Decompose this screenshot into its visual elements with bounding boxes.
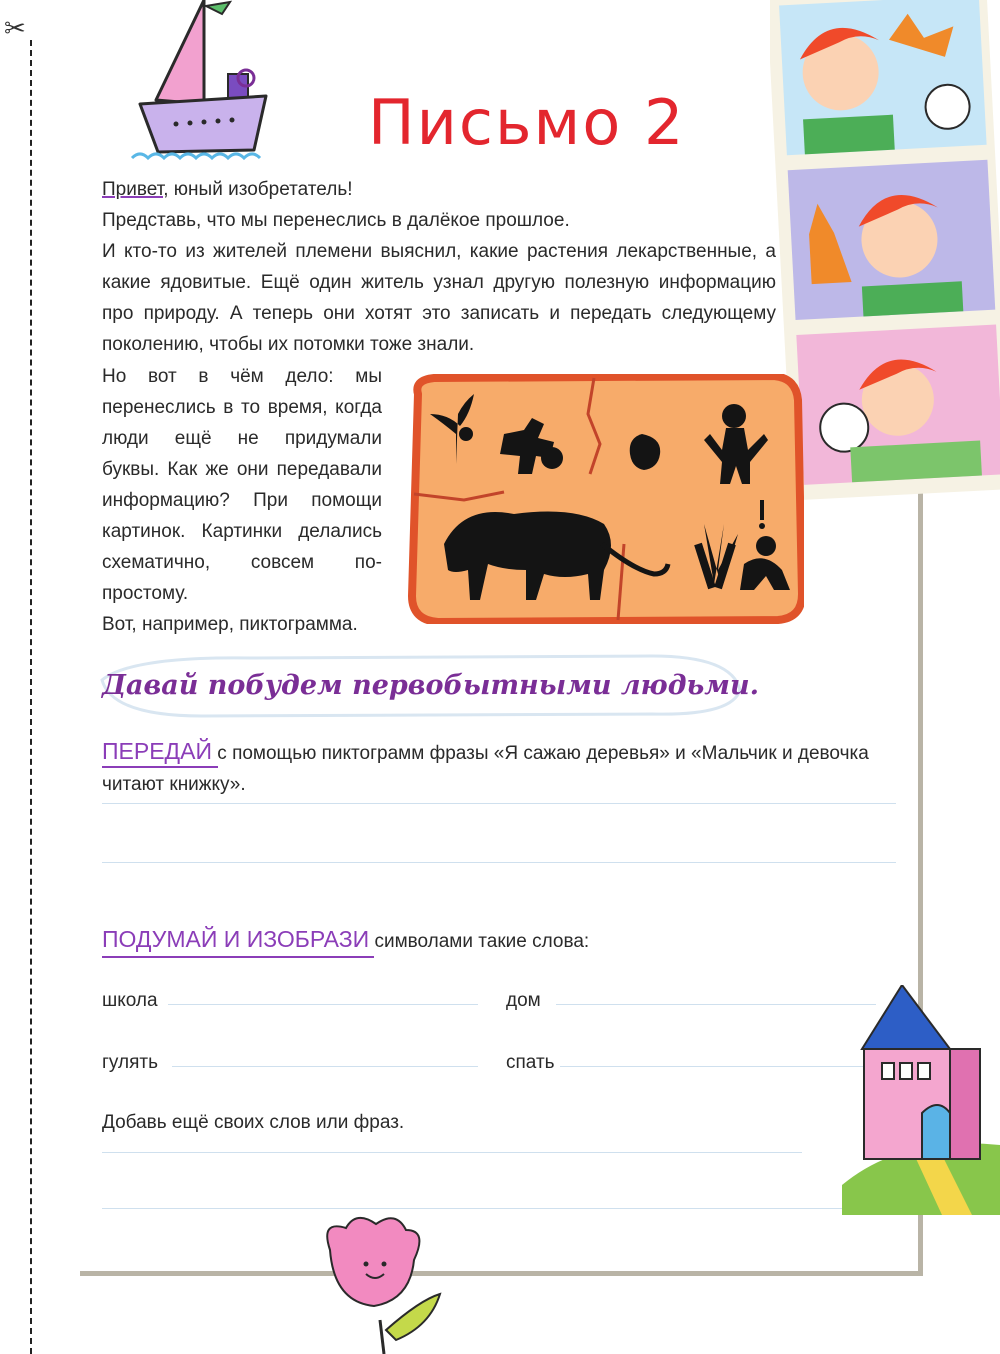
intro-line: Представь, что мы перенеслись в далёкое прошлое.	[102, 210, 570, 231]
page-title: Письмо 2	[368, 86, 686, 159]
scissors-icon: ✂	[4, 14, 26, 44]
task-transmit	[102, 736, 896, 800]
writing-line[interactable]	[168, 1004, 478, 1005]
flower-illustration	[300, 1210, 450, 1354]
word-walk: гулять	[102, 1052, 158, 1073]
comic-strip-illustration	[770, 0, 1000, 500]
pictogram-stone	[404, 374, 804, 624]
intro-text	[102, 174, 776, 360]
writing-line[interactable]	[172, 1066, 478, 1067]
add-more-text: Добавь ещё своих слов или фраз.	[102, 1112, 405, 1133]
keyword-underline	[102, 956, 374, 958]
writing-line[interactable]	[102, 862, 896, 863]
section-subtitle: Давай побудем первобытными людьми.	[102, 670, 759, 701]
writing-line[interactable]	[102, 1152, 802, 1153]
task-keyword-transmit: ПЕРЕДАЙ	[102, 738, 213, 764]
greeting: Привет,	[102, 179, 169, 200]
writing-line[interactable]	[560, 1066, 876, 1067]
left-column-text	[102, 361, 382, 640]
cut-line	[30, 40, 32, 1354]
task-text-transmit: с помощью пиктограмм фразы «Я сажаю деревья» и «Мальчик и девочка читают книжку».	[102, 743, 869, 795]
sailboat-icon	[118, 0, 278, 165]
word-school: школа	[102, 990, 158, 1011]
writing-line[interactable]	[556, 1004, 876, 1005]
left-last-line: Вот, например, пиктограмма.	[102, 614, 358, 635]
task-keyword-draw: ПОДУМАЙ И ИЗОБРАЗИ	[102, 926, 370, 952]
task-text-draw: символами такие слова:	[369, 931, 590, 952]
house-illustration	[842, 985, 1000, 1215]
task-draw	[102, 924, 896, 957]
word-sleep: спать	[506, 1052, 555, 1073]
keyword-underline	[102, 766, 218, 768]
writing-line[interactable]	[102, 1208, 842, 1209]
word-home: дом	[506, 990, 541, 1011]
greeting-rest: юный изобретатель!	[168, 179, 353, 200]
intro-paragraph: И кто-то из жителей племени выяснил, какие растения лекарственные, а какие ядовитые. Ещё один житель узнал другую полезную информацию про природу. А теперь они хотят это записать и передать следующему поколению, чтобы их потомки тоже знали.	[102, 241, 776, 355]
left-paragraph: Но вот в чём дело: мы перенеслись в то время, когда люди ещё не придумали буквы. Как же они передавали информацию? При помощи картинок. Картинки делались схематично, совсем по-простому.	[102, 366, 382, 604]
frame-border-bottom	[80, 1271, 923, 1276]
writing-line[interactable]	[102, 803, 896, 804]
